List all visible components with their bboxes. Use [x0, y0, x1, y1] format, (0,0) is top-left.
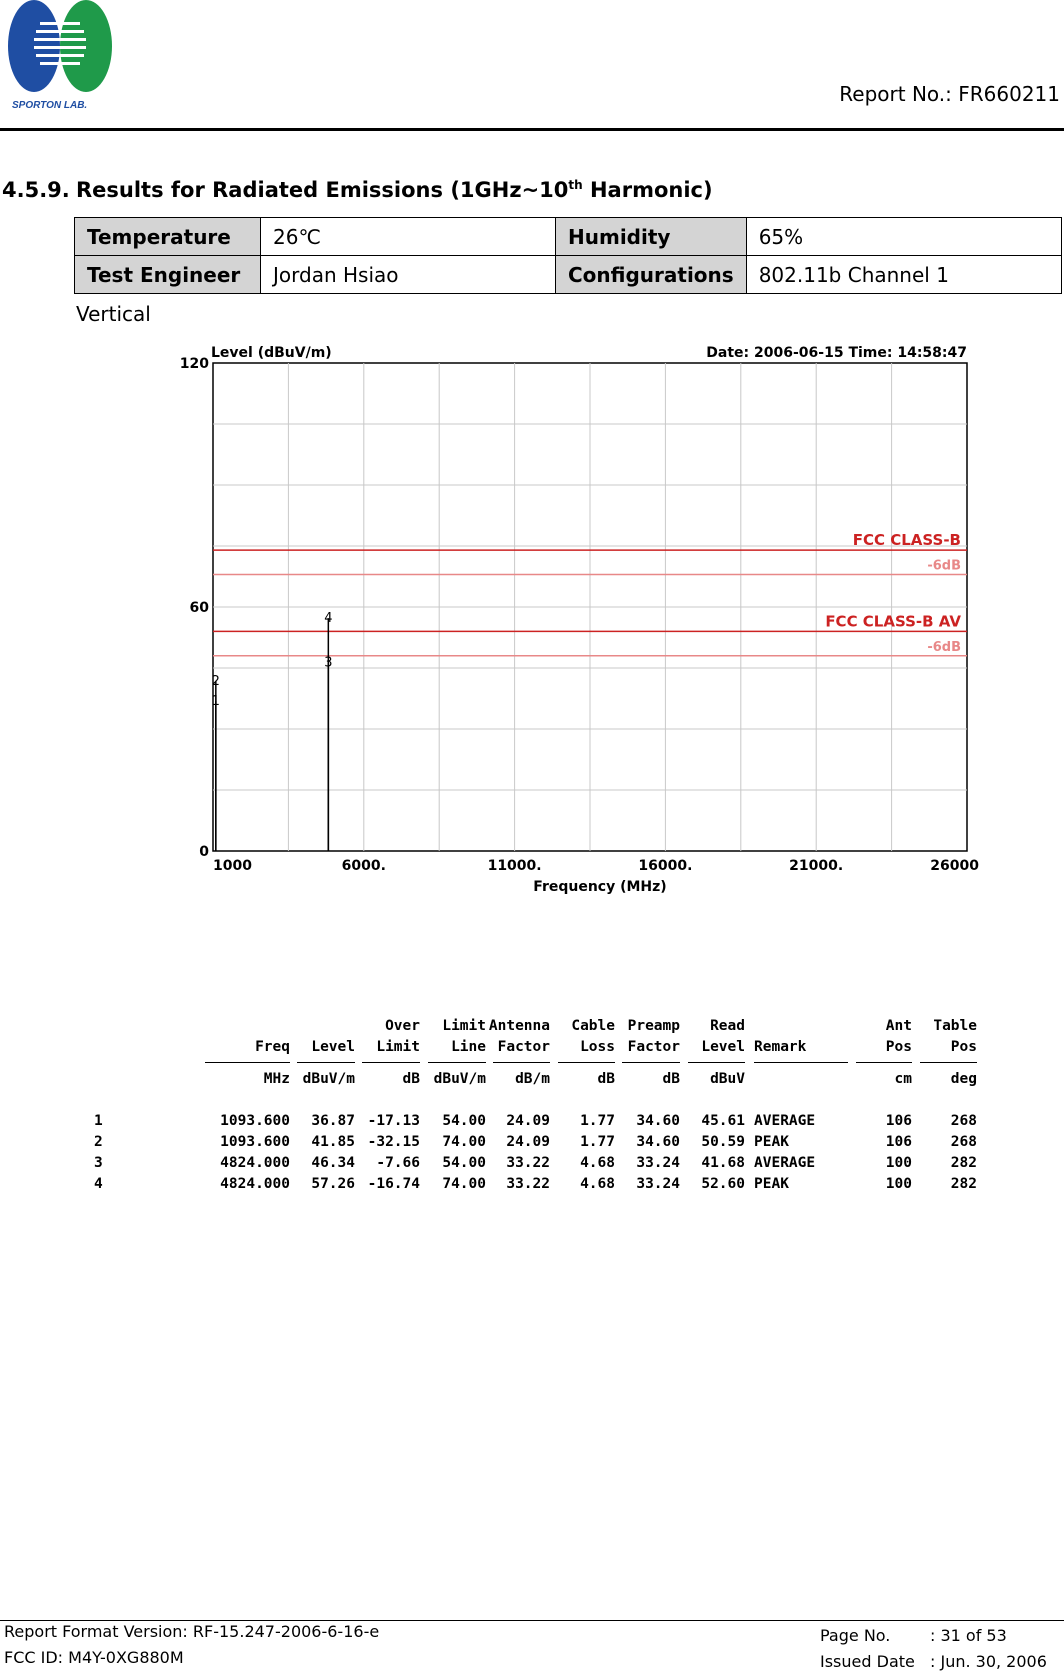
column-unit: dB [402, 1071, 420, 1087]
table-cell: 4824.000 [220, 1155, 290, 1171]
table-cell: -7.66 [376, 1155, 420, 1171]
table-cell: 46.34 [311, 1155, 355, 1171]
table-cell: 33.24 [636, 1176, 680, 1192]
column-header: Freq [255, 1039, 290, 1055]
column-header: Factor [627, 1039, 680, 1055]
issued-value: : Jun. 30, 2006 [930, 1652, 1047, 1671]
logo-text: SPORTON LAB. [12, 100, 88, 111]
column-header: Factor [497, 1039, 550, 1055]
report-number: Report No.: FR660211 [839, 82, 1060, 106]
page-label: Page No. [820, 1626, 891, 1645]
column-unit: dB [662, 1071, 680, 1087]
column-header: Limit [376, 1039, 420, 1055]
column-unit: dBuV/m [302, 1071, 355, 1087]
polarization-label: Vertical [76, 302, 151, 326]
table-cell: 54.00 [442, 1113, 486, 1129]
table-cell: 106 [885, 1113, 912, 1129]
configurations-label: Configurations [556, 256, 747, 294]
column-header: Loss [580, 1039, 615, 1055]
row-index: 2 [94, 1134, 103, 1150]
column-underline [205, 1062, 290, 1063]
column-header: Line [451, 1039, 486, 1055]
footer-divider [0, 1620, 1064, 1621]
section-title [2, 178, 713, 202]
section-title-sup: th [568, 178, 583, 192]
table-cell: 50.59 [701, 1134, 745, 1150]
column-unit: deg [950, 1071, 977, 1087]
x-axis-label: Frequency (MHz) [533, 879, 667, 895]
column-header: Pos [885, 1039, 912, 1055]
column-header: Table [933, 1018, 977, 1034]
temperature-value: 26℃ [261, 218, 556, 256]
engineer-value: Jordan Hsiao [261, 256, 556, 294]
format-version: Report Format Version: RF-15.247-2006-6-16-e [4, 1622, 380, 1641]
table-cell: 24.09 [506, 1113, 550, 1129]
limit-line-label: -6dB [927, 639, 961, 655]
limit-line-label: FCC CLASS-B [852, 531, 961, 550]
table-cell: 52.60 [701, 1176, 745, 1192]
engineer-label: Test Engineer [75, 256, 261, 294]
table-cell: 33.22 [506, 1176, 550, 1192]
column-header: Read [710, 1018, 745, 1034]
x-tick-label: 1000 [213, 858, 252, 874]
x-tick-label: 6000. [341, 858, 386, 874]
sporton-logo [4, 0, 116, 112]
header-divider [0, 128, 1064, 131]
table-cell: 282 [950, 1176, 977, 1192]
table-cell: 45.61 [701, 1113, 745, 1129]
table-row [75, 218, 1062, 256]
row-index: 3 [94, 1155, 103, 1171]
table-cell: PEAK [754, 1176, 789, 1192]
humidity-label: Humidity [556, 218, 747, 256]
column-header: Remark [754, 1039, 807, 1055]
limit-line-label: FCC CLASS-B AV [825, 612, 961, 631]
table-cell: 268 [950, 1113, 977, 1129]
column-header: Ant [885, 1018, 912, 1034]
table-cell: 33.24 [636, 1155, 680, 1171]
fcc-id: FCC ID: M4Y-0XG880M [4, 1648, 184, 1667]
column-underline [856, 1062, 912, 1063]
issued-label: Issued Date [820, 1652, 915, 1671]
table-row [75, 256, 1062, 294]
row-index: 4 [94, 1176, 103, 1192]
emissions-chart [170, 335, 985, 895]
table-cell: 1.77 [580, 1134, 615, 1150]
humidity-value: 65% [746, 218, 1061, 256]
table-cell: 34.60 [636, 1134, 680, 1150]
table-cell: 74.00 [442, 1134, 486, 1150]
table-cell: 1.77 [580, 1113, 615, 1129]
column-underline [362, 1062, 420, 1063]
table-cell: 74.00 [442, 1176, 486, 1192]
table-cell: 33.22 [506, 1155, 550, 1171]
table-cell: -17.13 [367, 1113, 420, 1129]
y-tick-label: 120 [179, 356, 209, 372]
column-unit: cm [894, 1071, 912, 1087]
section-number: 4.5.9. [2, 178, 70, 202]
results-table [0, 1018, 1064, 1218]
column-header: Over [385, 1018, 420, 1034]
section-title-pre: Results for Radiated Emissions (1GHz~10 [76, 178, 569, 202]
x-tick-label: 16000. [638, 858, 693, 874]
row-index: 1 [94, 1113, 103, 1129]
column-underline [920, 1062, 977, 1063]
column-header: Pos [950, 1039, 977, 1055]
table-cell: -32.15 [367, 1134, 420, 1150]
column-unit: dB/m [515, 1071, 550, 1087]
column-underline [558, 1062, 615, 1063]
table-cell: 57.26 [311, 1176, 355, 1192]
marker-label: 2 [211, 673, 220, 689]
column-header: Limit [442, 1018, 486, 1034]
test-conditions-table [74, 217, 1062, 294]
page-value: : 31 of 53 [930, 1626, 1007, 1645]
section-title-post: Harmonic) [582, 178, 713, 202]
column-header: Level [311, 1039, 355, 1055]
table-cell: 1093.600 [220, 1113, 290, 1129]
table-cell: 4.68 [580, 1155, 615, 1171]
x-tick-label: 11000. [487, 858, 542, 874]
column-underline [754, 1062, 848, 1063]
marker-label: 3 [324, 655, 333, 671]
column-underline [688, 1062, 745, 1063]
y-tick-label: 0 [199, 844, 209, 860]
table-cell: 36.87 [311, 1113, 355, 1129]
table-cell: 100 [885, 1176, 912, 1192]
table-cell: PEAK [754, 1134, 789, 1150]
configurations-value: 802.11b Channel 1 [746, 256, 1061, 294]
table-cell: 282 [950, 1155, 977, 1171]
table-cell: 34.60 [636, 1113, 680, 1129]
table-cell: 1093.600 [220, 1134, 290, 1150]
table-cell: 100 [885, 1155, 912, 1171]
marker-label: 4 [324, 611, 333, 627]
column-unit: MHz [263, 1071, 290, 1087]
table-cell: 41.68 [701, 1155, 745, 1171]
table-cell: -16.74 [367, 1176, 420, 1192]
table-cell: 41.85 [311, 1134, 355, 1150]
limit-line-label: -6dB [927, 558, 961, 574]
column-underline [428, 1062, 486, 1063]
column-header: Level [701, 1039, 745, 1055]
table-cell: 54.00 [442, 1155, 486, 1171]
column-unit: dBuV [710, 1071, 745, 1087]
column-underline [297, 1062, 355, 1063]
column-header: Cable [571, 1018, 615, 1034]
temperature-label: Temperature [75, 218, 261, 256]
x-tick-label: 26000 [930, 858, 979, 874]
table-cell: 106 [885, 1134, 912, 1150]
marker-label: 1 [211, 694, 220, 710]
date-stamp: Date: 2006-06-15 Time: 14:58:47 [706, 345, 967, 361]
table-cell: AVERAGE [754, 1113, 816, 1129]
column-header: Preamp [627, 1018, 680, 1034]
table-cell: 24.09 [506, 1134, 550, 1150]
table-cell: 4.68 [580, 1176, 615, 1192]
table-cell: 4824.000 [220, 1176, 290, 1192]
column-unit: dBuV/m [433, 1071, 486, 1087]
column-unit: dB [597, 1071, 615, 1087]
y-tick-label: 60 [189, 600, 209, 616]
column-underline [622, 1062, 680, 1063]
column-header: Antenna [488, 1018, 550, 1034]
table-cell: AVERAGE [754, 1155, 816, 1171]
y-axis-label: Level (dBuV/m) [211, 345, 332, 361]
column-underline [493, 1062, 550, 1063]
table-cell: 268 [950, 1134, 977, 1150]
x-tick-label: 21000. [789, 858, 844, 874]
